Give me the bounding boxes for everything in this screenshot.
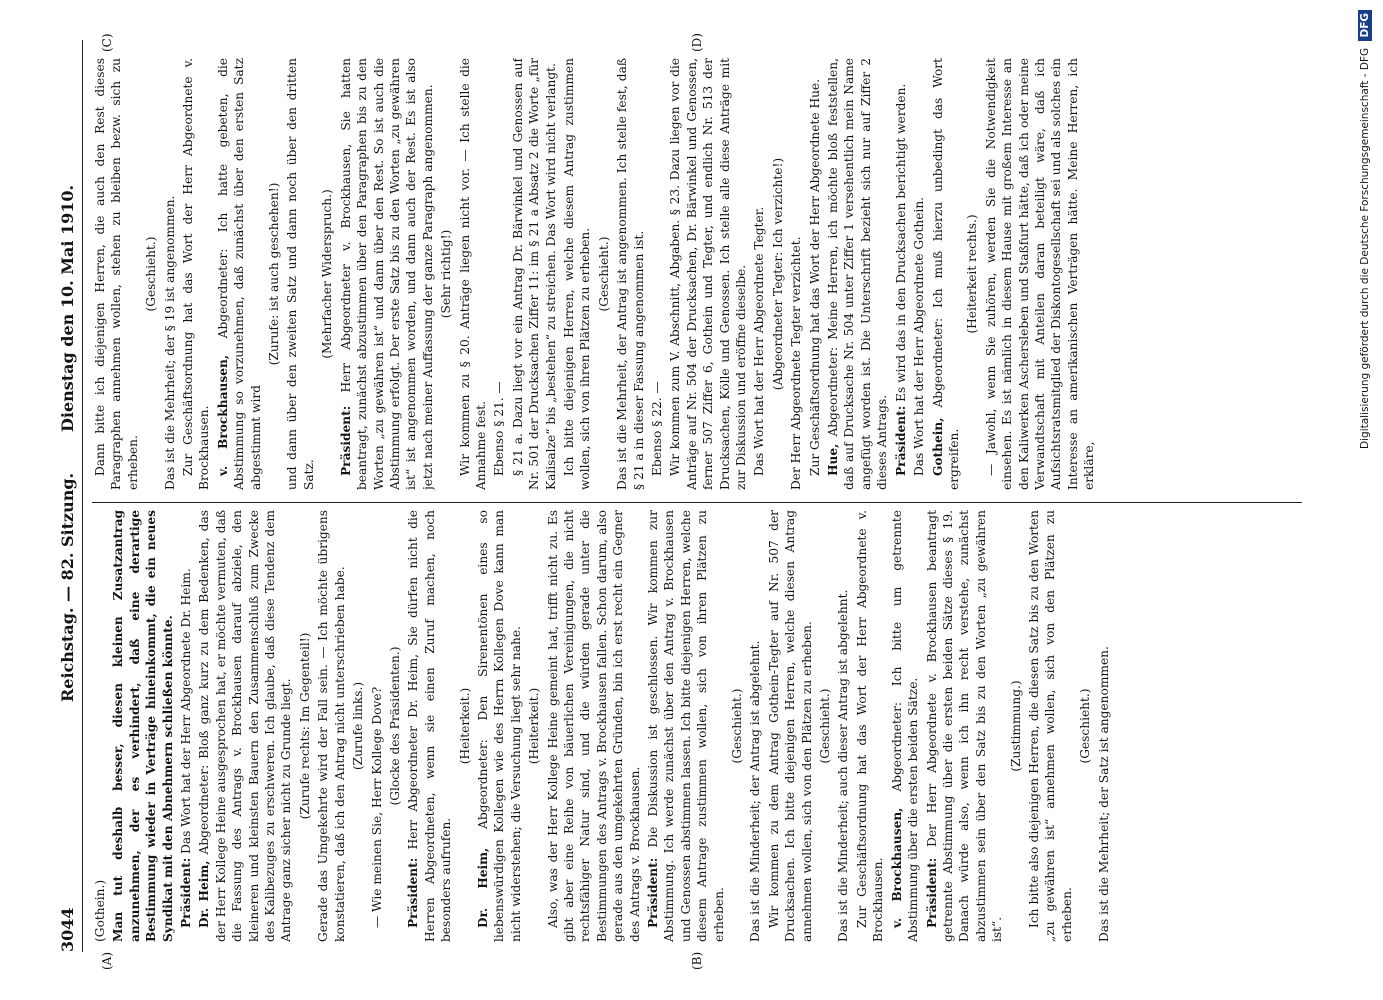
paragraph-text: Das ist die Mehrheit; der Satz ist angenommen. [1096, 646, 1111, 942]
paragraph-text: — Jawohl, wenn Sie zuhören, werden Sie die Notwendigkeit einsehen. Es ist nämlich in diesem Hause mit großem Interesse an den Kaliwerken Aschersleben und Staßfurt hätte, daß ich oder meine Verwandtschaft mit Anteilen daran beteiligt wäre, daß ich Aufsichtsratsmitglied der Diskontogesellschaft sei und als solches ein Interesse an amerikanischen Verträgen hätte. Meine Herren, ich erkläre, [983, 58, 1097, 490]
paragraph-text: Der Herr Abgeordnete v. Brockhausen beantragt getrennte Abstimmung über die ersten beiden Sätze dieses § 19. Danach würde also, wenn ich ihn recht verstehe, zunächst abzustimmen sein über den Satz bis zu den Worten „zu gewähren ist“. [924, 510, 1005, 942]
paragraph-text: Das Wort hat der Herr Abgeordnete Gothein. [912, 196, 927, 476]
paragraph-text: Abgeordneter: Ich muß hierzu unbedingt das Wort ergreifen. [930, 58, 961, 490]
speaker-label: Präsident: [924, 857, 939, 928]
header-center: Reichstag. — 82. Sitzung. [58, 472, 77, 702]
right-column-paragraph [438, 58, 454, 490]
right-column-paragraph [92, 58, 141, 490]
left-column-paragraph [405, 510, 454, 942]
right-column-paragraph [162, 58, 178, 490]
paragraph-text: (Geschieht.) [1078, 688, 1093, 764]
paragraph-text: Dann bitte ich diejenigen Herren, die auch den Rest dieses Paragraphen annehmen wollen, stehen zu bleiben bezw. sich zu erheben. [93, 58, 140, 490]
paragraph-text: Man tut deshalb besser, diesen kleinen Zusatzantrag anzunehmen, der es verhindert, daß eine derartige Bestimmung wieder in Verträge hineinkommt, die ein neues Syndikat mit den Abnehmern schließen könnte. [111, 510, 175, 942]
paragraph-text: (Geschieht.) [596, 236, 611, 312]
paragraph-text: Abgeordneter: Bloß ganz kurz zu dem Bedenken, das der Herr Kollege Heine ausgesprochen hat, er möchte vermuten, daß die Fassung des Antrags v. Brockhausen darauf abziele, den kleineren und kleinsten Bauern den Zusammenschluß zum Zwecke des Kalibezuges zu erschweren. Ich glaube, daß diese Tendenz dem Antrage ganz sicher nicht zu Grunde liegt. [197, 510, 294, 942]
margin-mark-a: (A) [100, 951, 114, 970]
right-column-paragraph [964, 58, 980, 490]
paragraph-text: (Zurufe: ist auch geschehen!) [267, 182, 282, 366]
left-column-paragraph [645, 510, 727, 942]
right-column-paragraph [614, 58, 647, 490]
left-column-paragraph [457, 510, 473, 942]
paragraph-text: (Zustimmung.) [1008, 680, 1023, 772]
paragraph-text: Das ist die Mehrheit; der § 19 ist angenommen. [162, 195, 177, 490]
paragraph-text: (Sehr richtig!) [439, 229, 454, 319]
paragraph-text: Herr Abgeordneter Dr. Heim, Sie dürfen nicht die Herren Abgeordneten, wenn sie einen Zuruf machen, noch besonders aufrufen. [406, 510, 454, 942]
paragraph-text: (Zurufe rechts: Im Gegenteil!) [297, 632, 312, 820]
right-column-paragraph [338, 58, 436, 490]
right-column-paragraph [807, 58, 823, 490]
left-column-paragraph [1077, 510, 1093, 942]
paragraph-text: Zur Geschäftsordnung hat das Wort der Herr Abgeordnete v. Brockhausen. [854, 510, 886, 942]
left-column-paragraph [835, 510, 851, 942]
left-column-paragraph [350, 510, 366, 942]
paragraph-text: (Geschieht.) [730, 688, 745, 764]
speaker-label: Dr. Heim, [197, 860, 212, 928]
paragraph-text: (Mehrfacher Widerspruch.) [320, 189, 335, 359]
right-column-paragraph [930, 58, 963, 490]
left-column [92, 510, 1302, 942]
right-column-paragraph [649, 58, 665, 490]
right-column-paragraph [893, 58, 909, 490]
left-column-paragraph [729, 510, 745, 942]
right-column-paragraph [457, 58, 490, 490]
right-column-paragraph [596, 58, 612, 490]
column-divider [92, 502, 1302, 503]
page-number: 3044 [58, 907, 77, 952]
speaker-label: Hue, [826, 443, 841, 476]
right-column-paragraph [770, 58, 786, 490]
paragraph-text: Abgeordneter: Meine Herren, ich möchte bloß feststellen, daß auf Drucksache Nr. 504 unter Ziffer 1 versehentlich mein Name angefügt worden ist. Die Unterschrift bezieht sich nur auf Ziffer 2 dieses Antrags. [826, 58, 890, 490]
right-column-paragraph [180, 58, 213, 490]
left-column-paragraph [92, 510, 108, 942]
paragraph-text: § 21 a. Dazu liegt vor ein Antrag Dr. Bärwinkel und Genossen auf Nr. 501 der Drucksachen Ziffer 11: im § 21 a Absatz 2 die Worte „für Kalisalze“ bis „bestehen“ zu streichen. Das Wort wird nicht verlangt. [510, 58, 558, 490]
paragraph-text: Wir kommen zu § 20. Anträge liegen nicht vor. — Ich stelle die Annahme fest. [457, 58, 488, 490]
digitization-note: Digitalisierung gefördert durch die Deutsche Forschungsgemeinschaft - DFG [1359, 47, 1371, 449]
right-column-paragraph [667, 58, 749, 490]
paragraph-text: Der Herr Abgeordnete Tegter verzichtet. [789, 236, 804, 490]
left-column-paragraph [1026, 510, 1075, 942]
dfg-logo: DFG [1358, 10, 1372, 41]
digitization-footer [1350, 0, 1380, 1000]
right-column-paragraph [825, 58, 891, 490]
right-column-paragraph [266, 58, 282, 490]
right-column-paragraph [911, 58, 927, 490]
paragraph-text: (Heiterkeit.) [527, 687, 542, 765]
paragraph-text: Ich bitte also diejenigen Herren, die diesen Satz bis zu den Worten „zu gewähren ist“ annehmen wollen, sich von den Plätzen zu erheben. [1026, 510, 1074, 942]
speaker-label: Präsident: [893, 405, 908, 476]
left-column-paragraph [1096, 510, 1112, 942]
paragraph-text: (Heiterkeit.) [457, 687, 472, 765]
margin-mark-c: (C) [100, 33, 114, 52]
right-column-paragraph [751, 58, 767, 490]
paragraph-text: (Abgeordneter Tegter: Ich verzichte!) [770, 157, 785, 391]
left-column-paragraph [387, 510, 403, 942]
speaker-label: Präsident: [179, 857, 194, 928]
margin-mark-d: (D) [690, 33, 704, 52]
right-column-paragraph [983, 58, 1098, 490]
left-column-paragraph [854, 510, 887, 942]
paragraph-text: Das ist die Minderheit; der Antrag ist abgelehnt. [748, 640, 763, 942]
paragraph-text: (Geschieht.) [818, 688, 833, 764]
left-column-paragraph [889, 510, 922, 942]
paragraph-text: Herr Abgeordneter v. Brockhausen, Sie hatten beantragt, zunächst abzustimmen über den Paragraphen bis zu den Worten „zu gewähren ist“ und dann über den Rest. So ist auch die Abstimmung erfolgt. Der erste Satz bis zu den Worten „zu gewähren ist“ ist angenommen worden, und dann auch der Rest. Es ist also jetzt nach meiner Auffassung der ganze Paragraph angenommen. [338, 58, 435, 490]
speaker-label: Präsident: [338, 405, 353, 476]
left-column-paragraph [196, 510, 294, 942]
left-column-paragraph [1008, 510, 1024, 942]
paragraph-text: Ich bitte diejenigen Herren, welche diesem Antrag zustimmen wollen, sich von ihren Plätzen zu erheben. [561, 58, 593, 490]
left-column-paragraph [545, 510, 643, 942]
left-column-paragraph [924, 510, 1006, 942]
paragraph-text: (Zurufe links.) [351, 681, 366, 771]
paragraph-text: (Heiterkeit rechts.) [965, 214, 980, 334]
speaker-label: Dr. Heim, [475, 847, 490, 928]
paragraph-text: Abgeordneter: Ich bitte um getrennte Abstimmung über die ersten beiden Sätze. [889, 510, 921, 942]
paragraph-text: Wir kommen zum V. Abschnitt, Abgaben. § 23. Dazu liegen vor die Anträge auf Nr. 504 der Drucksachen, Dr. Bärwinkel und Genossen, ferner 507 Ziffer 6, Gothein und Tegter, und endlich Nr. 513 der Drucksachen, Kölle und Genossen. Ich stelle alle diese Anträge mit zur Diskussion und eröffne dieselbe. [668, 58, 749, 490]
header-date: Dienstag den 10. Mai 1910. [58, 184, 77, 432]
speaker-label: v. Brockhausen, [215, 354, 230, 476]
page-header [56, 40, 83, 952]
paragraph-text: Ebenso § 21. — [492, 381, 507, 476]
right-column-paragraph [319, 58, 335, 490]
left-column-paragraph [178, 510, 194, 942]
speaker-label: Präsident: [406, 857, 421, 928]
margin-mark-b: (B) [690, 951, 704, 970]
left-column-paragraph [766, 510, 815, 942]
paragraph-text: Das ist die Minderheit; auch dieser Antrag ist abgelehnt. [836, 589, 851, 942]
paragraph-text: Ebenso § 22. — [650, 381, 664, 476]
left-column-paragraph [475, 510, 524, 942]
right-column [92, 58, 1302, 490]
left-column-paragraph [297, 510, 313, 942]
paragraph-text: — Wie meinen Sie, Herr Kollege Dove? [369, 686, 384, 928]
paragraph-text: Die Diskussion ist geschlossen. Wir kommen zur Abstimmung. Ich werde zunächst über den Antrag v. Brockhausen und Genossen abstimmen lassen. Ich bitte diejenigen Herren, welche diesem Antrage zustimmen wollen, sich von ihren Plätzen zu erheben. [646, 510, 726, 942]
paragraph-text: Zur Geschäftsordnung hat das Wort der Herr Abgeordnete v. Brockhausen. [181, 58, 212, 490]
right-column-paragraph [561, 58, 594, 490]
right-column-paragraph [510, 58, 559, 490]
paragraph-text: Das Wort hat der Herr Abgeordnete Tegter. [752, 206, 767, 476]
paragraph-text: Abgeordneter: Den Sirenentönen eines so liebenswürdigen Kollegen wie des Herrn Kollegen Dove kann man nicht widerstehen; die Versuchung liegt sehr nahe. [475, 510, 523, 942]
paragraph-text: und dann über den zweiten Satz und dann noch über den dritten Satz. [285, 58, 316, 490]
paragraph-text: Wir kommen zu dem Antrag Gothein-Tegter auf Nr. 507 der Drucksachen. Ich bitte diejenigen Herren, welche diesen Antrag annehmen wollen, sich von den Plätzen zu erheben. [766, 510, 814, 942]
left-column-paragraph [817, 510, 833, 942]
paragraph-text: Es wird das in den Drucksachen berichtigt werden. [893, 83, 908, 406]
left-column-paragraph [526, 510, 542, 942]
left-column-paragraph [110, 510, 176, 942]
right-column-paragraph [491, 58, 507, 490]
left-column-paragraph [747, 510, 763, 942]
left-column-paragraph [369, 510, 385, 942]
right-column-paragraph [215, 58, 264, 490]
paragraph-text: (Glocke des Präsidenten.) [387, 646, 402, 806]
paragraph-text: (Geschieht.) [144, 236, 159, 312]
right-column-paragraph [788, 58, 804, 490]
speaker-label: Präsident: [646, 857, 660, 928]
speaker-label: v. Brockhausen, [889, 807, 904, 928]
paragraph-text: Zur Geschäftsordnung hat das Wort der Herr Abgeordnete Hue. [807, 78, 822, 476]
paragraph-text: Das ist die Mehrheit, der Antrag ist angenommen. Ich stelle fest, daß § 21 a in dieser Fassung angenommen ist. [615, 58, 646, 490]
paragraph-text: Also, was der Herr Kollege Heine gemeint hat, trifft nicht zu. Es gibt aber eine Reihe von bäuerlichen Vereinigungen, die nicht rechtsfähiger Natur sind, und die würden gerade unter die Bestimmungen des Antrags v. Brockhausen fallen. Schon darum, also gerade aus den umgekehrten Gründen, bin ich erst recht ein Gegner des Antrags v. Brockhausen. [545, 510, 642, 942]
right-column-paragraph [143, 58, 159, 490]
paragraph-text: Das Wort hat der Herr Abgeordnete Dr. Heim. [179, 568, 194, 858]
paragraph-text: Abgeordneter: Ich hatte gebeten, die Abstimmung so vorzunehmen, daß zunächst über den ersten Satz abgestimmt wird [215, 58, 263, 490]
paragraph-text: Gerade das Umgekehrte wird der Fall sein. — Ich möchte übrigens konstatieren, daß ich den Antrag nicht unterschrieben habe. [316, 510, 347, 942]
speaker-label: Gothein, [930, 417, 945, 476]
left-column-paragraph [315, 510, 348, 942]
right-column-paragraph [284, 58, 317, 490]
paragraph-text: (Gothein.) [93, 879, 107, 942]
